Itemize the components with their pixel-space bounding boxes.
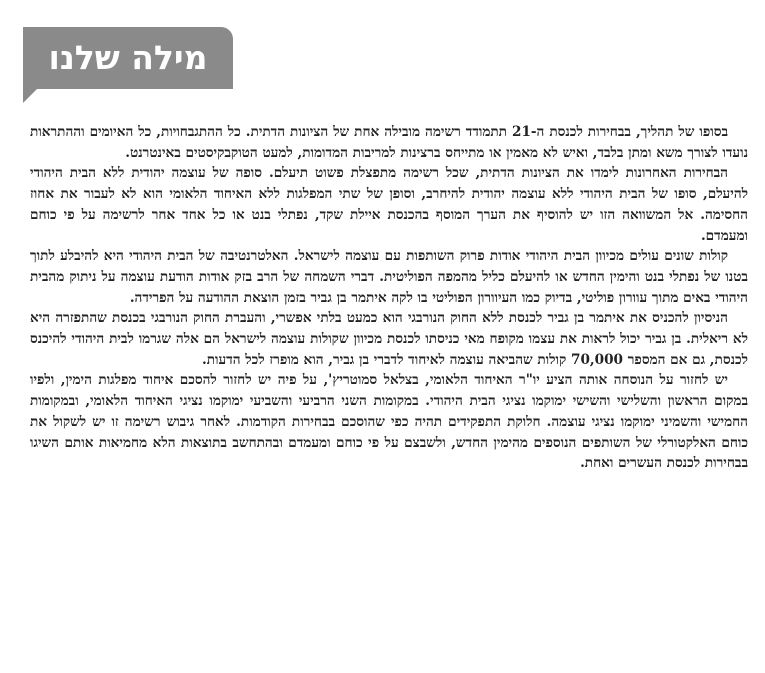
paragraph: קולות שונים עולים מכיוון הבית היהודי אודות פרוק השותפות עם עוצמה לישראל. האלטרנטיבה של הבית היהודי היא להיבלע לתוך בטנו של נפתלי בנט והימין החדש או להיעלם כליל מהמפה הפוליטית. דברי השמחה של הרב בזק אודות הודעת עוצמה על ניתוק מהבית היהודי באים מתוך עוורון פוליטי, בדיוק כמו העיוורון הפוליטי בו לקה איתמר בן גביר בזמן הוצאת ההודעה על הפרידה.: [30, 248, 748, 306]
article-body: [30, 122, 748, 474]
section-title: מילה שלנו: [48, 38, 208, 77]
section-title-tab: [23, 27, 233, 89]
paragraph: יש לחזור על הנוסחה אותה הציע יו"ר האיחוד הלאומי, בצלאל סמוטריץ', על פיה יש לחזור להסכם איחוד מפלגות הימין, ולפיו במקום הראשון והשלישי והשישי ימוקמו נציגי הבית היהודי. במקומות השני הרביעי והשביעי ימוקמו נציגי האיחוד הלאומי, ובמקומות החמישי והשמיני ימוקמו נציגי עוצמה. חלוקת התפקידים תהיה כפי שהוסכם בבחירות הקודמות. לאחר גיבוש רשימה זו יש לשקול את כוחם האלקטורלי של השותפים הנוספים מהימין החדש, ולשבצם על פי כוחם ומעמדם ובהתחשב בתוצאות הלא מחמיאות אותם השיגו בבחירות לכנסת העשרים ואחת.: [30, 372, 748, 472]
paragraph: הניסיון להכניס את איתמר בן גביר לכנסת ללא החוק הנורבגי הוא כמעט בלתי אפשרי, והעברת החוק הנורבגי בכנסת שהתפזרה היא לא ריאלית. בן גביר יכול לראות את עצמו מקופח מאי כניסתו לכנסת מכיוון שקולות עוצמה לישראל הם אלה שגרמו לבית היהודי להיכנס לכנסת, גם אם המספר 70,000 קולות שהביאה עוצמה לאיחוד לדברי בן גביר, הוא מופרז לכל הדעות.: [30, 310, 748, 368]
paragraph: בסופו של תהליך, בבחירות לכנסת ה-21 תתמודד רשימה מובילה אחת של הציונות הדתית. כל ההתגבחויות, כל האיומים וההתראות נועדו לצורך משא ומתן בלבד, ואיש לא מאמין או מתייחס ברצינות למריבות המדומות, למעט הטוקבקיסטים באינטרנט.: [30, 124, 748, 161]
paragraph: הבחירות האחרונות לימדו את הציונות הדתית, שכל רשימה מתפצלת פשוט תיעלם. סופה של עוצמה יהודית ללא הבית היהודי להיעלם, סופו של הבית היהודי ללא עוצמה יהודית להיחרב, וסופן של שתי המפלגות ללא האיחוד הלאומי הוא לא לעבור את אחוז החסימה. אל המשוואה הזו יש להוסיף את הערך המוסף בהכנסת איילת שקד, נפתלי בנט או כל אחד אחר לרשימה על פי כוחם ומעמדם.: [30, 165, 748, 244]
